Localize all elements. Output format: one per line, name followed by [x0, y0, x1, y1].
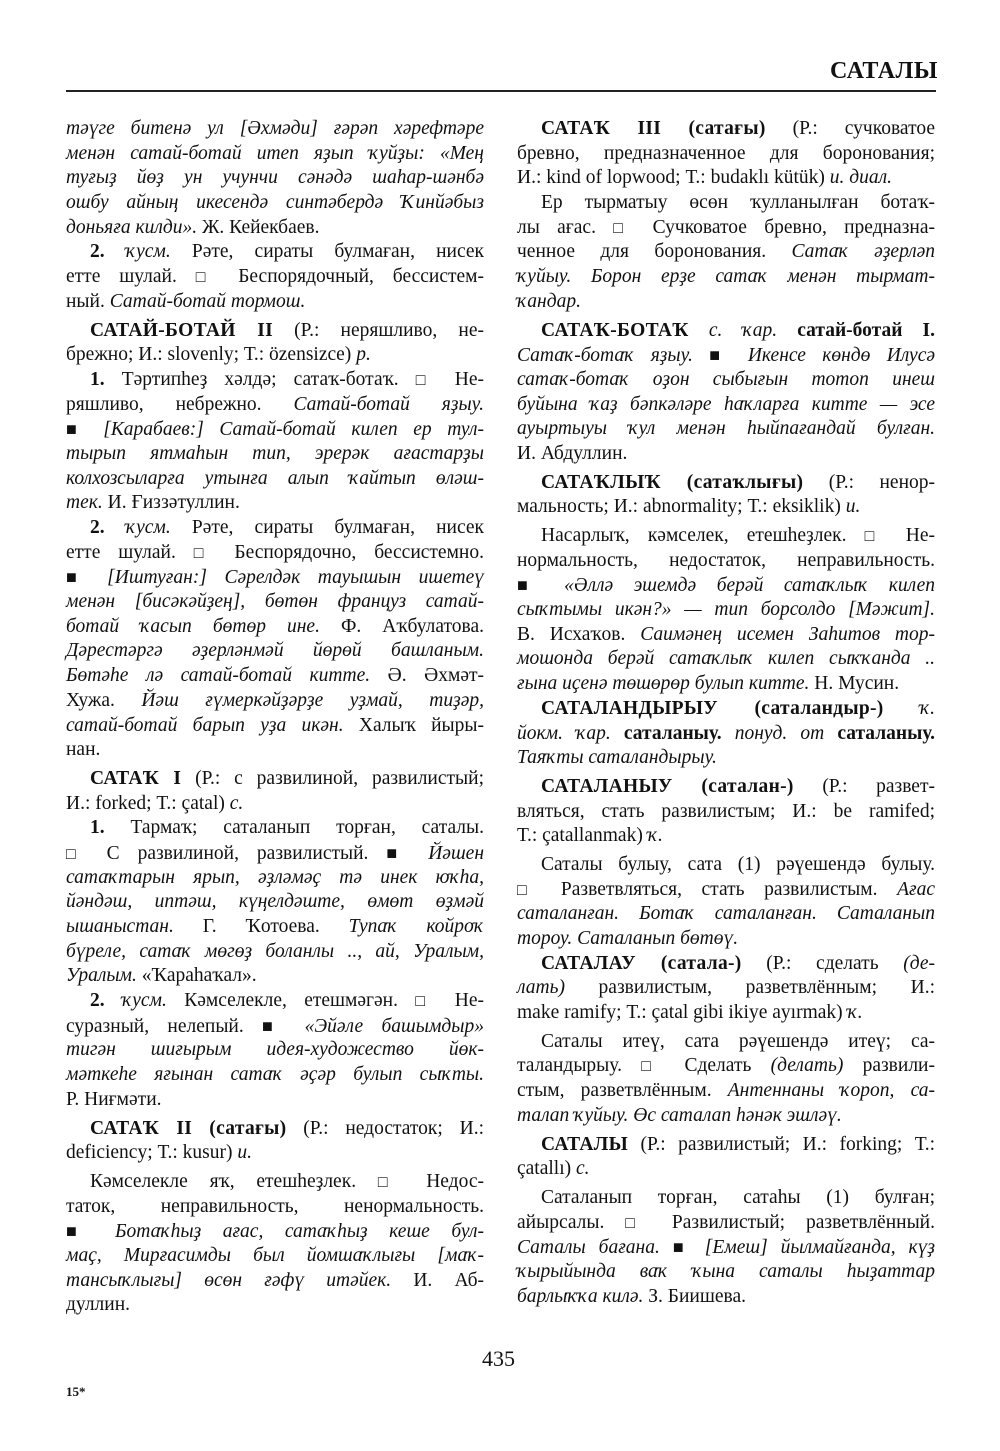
text-line: 1. Тәртипһеҙ хәлдә; сатаҡ-ботаҡ. □ Не- — [90, 368, 485, 390]
text-line: дуллин. — [66, 1294, 131, 1316]
text-line: САТАЛАУ (сатала-) (Р.: сделать (де- — [541, 952, 935, 974]
text-line: барлыҡҡа килә. З. Биишева. — [517, 1285, 746, 1307]
text-line: мәткеһе яғынан сатаҡ әҫәр булып сыҡты. — [66, 1064, 484, 1086]
text-line: ҡандар. — [517, 290, 581, 312]
text-line: Т.: çatallanmak) ҡ. — [517, 825, 663, 847]
text-line: тигән шиғырым идея-художество йөк- — [66, 1039, 484, 1061]
text-line: ■ [Иштуған:] Сәрелдәк тауышын ишетеү — [66, 567, 484, 589]
text-line: ҡуйыу. Борон ерҙе сатаҡ менән тырмат- — [517, 266, 935, 288]
text-line: стым, разветвлённым. Антеннаны ҡороп, са- — [517, 1080, 935, 1102]
text-line: Саталанып торған, сатаһы (1) булған; — [541, 1186, 935, 1208]
text-line: 2. ҡусм. Рәте, сираты булмаған, нисек — [90, 241, 485, 263]
text-line: сатаҡ-ботаҡ оҙон сыбығын тотоп инеш — [517, 368, 935, 390]
text-line: вляться, стать развилистым; И.: be ramifed; — [517, 800, 935, 822]
text-line: make ramify; Т.: çatal gibi ikiye ayırmak) ҡ. — [517, 1002, 863, 1024]
text-line: талап ҡуйыу. Өс саталап һәнәк эшләү. — [517, 1104, 842, 1126]
text-line: САТАЛАНЫУ (саталан-) (Р.: развет- — [541, 775, 935, 797]
text-line: тансыҡлығы] өсөн ғәфү итәйек. И. Аб- — [66, 1269, 485, 1291]
text-line: Дәрестәргә әҙерләнмәй йөрөй башланым. — [66, 640, 484, 662]
text-line: таток, неправильность, ненормальность. — [66, 1195, 484, 1217]
text-line: И. Абдуллин. — [517, 442, 628, 464]
text-line: САТАҠ III (сатағы) (Р.: сучковатое — [541, 118, 935, 139]
text-line: Насарлыҡ, кәмселек, етешһеҙлек. □ Не- — [541, 525, 935, 546]
running-head: САТАЛЫ — [830, 58, 938, 84]
text-line: ченное для боронования. Сатаҡ әҙерләп — [517, 241, 936, 263]
text-line: йокм. ҡар. саталаныу. понуд. от саталаныу. — [517, 722, 936, 744]
text-line: ■ Ботаҡһыҙ ағас, сатаҡһыҙ кеше бул- — [66, 1221, 484, 1243]
text-line: САТАҠ I (Р.: с развилиной, развилистый; — [90, 767, 484, 789]
text-line: саталанған. Ботаҡ саталанған. Саталанып — [517, 903, 935, 925]
text-line: колхозсыларға утынға алып ҡайтып өләш- — [66, 467, 484, 489]
text-line: В. Исхаҡов. Саимәнең исемен Заһитов тор- — [517, 623, 935, 645]
text-line: deficiency; Т.: kusur) и. — [66, 1142, 252, 1164]
text-line: САТАҠ-БОТАҠ с. ҡар. сатай-ботай I. — [541, 319, 936, 341]
text-line: сатай-ботай барып уҙа икән. Халыҡ йыры- — [66, 714, 484, 736]
text-line: менән [бисәкәйҙең], бөтөн француз сатай- — [66, 591, 484, 613]
text-line: САТАЛАНДЫРЫУ (саталандыр-) ҡ. — [541, 697, 935, 719]
text-line: Саталы итеү, сата рәүешендә итеү; са- — [541, 1030, 935, 1052]
text-line: Таяҡты саталандырыу. — [517, 747, 717, 769]
text-line: мошонда берәй сатаҡлыҡ килеп сыҡҡанда .. — [517, 648, 935, 670]
text-line: етте шулай. □ Беспорядочный, бессистем- — [66, 266, 484, 288]
text-line: лы ағас. □ Сучковатое бревно, предназна- — [517, 216, 935, 238]
text-line: нан. — [66, 739, 101, 761]
text-line: САТАЛЫ (Р.: развилистый; И.: forking; Т.: — [541, 1133, 935, 1155]
text-line: маҫ, Мирғасимды был йомшаҡлығы [маҡ- — [66, 1244, 484, 1266]
right-column — [517, 117, 935, 1309]
text-line: Саталы бағана. ■ [Емеш] йылмайғанда, күҙ — [517, 1237, 936, 1259]
text-line: çatallı) с. — [517, 1158, 590, 1180]
text-line: Ер тырматыу өсөн ҡулланылған ботаҡ- — [541, 192, 935, 214]
text-line: ҡырыйында ваҡ ҡына саталы һыҙаттар — [517, 1260, 935, 1282]
text-line: тәүге битенә ул [Әхмәди] ғәрәп хәрефтәре — [66, 118, 484, 139]
text-line: нормальность, недостаток, неправильность. — [517, 549, 935, 571]
text-line: ■ [Карабаев:] Сатай-ботай килеп ер тул- — [66, 419, 485, 441]
left-column — [66, 117, 484, 1318]
text-line: йәндәш, иптәш, күңелдәште, өмөт өҙмәй — [66, 891, 484, 913]
text-line: Бөтәһе лә сатай-ботай китте. Ә. Әхмәт- — [66, 665, 484, 687]
text-line: И.: kind of lopwood; Т.: budaklı kütük) и. диал. — [517, 167, 892, 189]
page-number: 435 — [482, 1346, 515, 1371]
text-line: 2. ҡусм. Кәмселекле, етешмәгән. □ Не- — [90, 990, 485, 1012]
text-line: бревно, предназначенное для боронования; — [517, 142, 935, 164]
text-line: ғына иҫенә төшөрөр булып китте. Н. Мусин. — [517, 673, 900, 695]
text-line: етте шулай. □ Беспорядочно, бессистемно. — [66, 541, 484, 563]
text-line: ■ «Әллә эшемдә берәй сатаҡлыҡ килеп — [517, 575, 935, 597]
text-line: буйына ҡаҙ бәпкәләре һаҡларға китте — эсе — [517, 393, 935, 415]
text-line: тек. И. Ғиззәтуллин. — [66, 492, 240, 514]
text-line: Саталы булыу, сата (1) рәүешендә булыу. — [541, 853, 935, 875]
text-line: ботай ҡасып бөтөр ине. Ф. Аҡбулатова. — [66, 615, 484, 637]
text-line: ошбу айның икесендә синтәбердә Ҡинйәбыз — [66, 192, 484, 214]
text-line: □ Разветвляться, стать развилистым. Ағас — [517, 878, 935, 900]
signature-mark: 15* — [66, 1384, 86, 1399]
text-line: Хужа. Йәш ғүмеркәйҙәрҙе уҙмай, тиҙәр, — [66, 689, 484, 711]
header-rule — [66, 90, 936, 92]
text-line: ряшливо, небрежно. Сатай-ботай яҙыу. — [66, 393, 484, 415]
text-line: сатаҡтарын ярып, әҙләмәҫ тә инек юҡһа, — [66, 866, 484, 888]
text-line: тороу. Саталанып бөтөү. — [517, 928, 739, 949]
text-line: Кәмселекле яҡ, етешһеҙлек. □ Недос- — [90, 1170, 484, 1192]
text-line: 1. Тармаҡ; саталанып торған, саталы. — [90, 817, 484, 839]
text-line: 2. ҡусм. Рәте, сираты булмаған, нисек — [90, 517, 485, 538]
text-line: САТАҠЛЫҠ (сатаҡлығы) (Р.: ненор- — [541, 471, 935, 493]
text-line: брежно; И.: slovenly; Т.: özensizce) р. — [66, 344, 371, 366]
text-line: суразный, нелепый. ■ «Эйәле башымдыр» — [66, 1015, 484, 1037]
text-line: САТАҠ II (сатағы) (Р.: недостаток; И.: — [90, 1117, 484, 1139]
text-line: ышаныстан. Г. Ҡотоева. Тупаҡ койроҡ — [66, 916, 484, 937]
text-line: менән сатай-ботай итеп яҙып ҡуйҙы: «Мең — [66, 142, 484, 164]
text-line: туғыҙ йөҙ ун учунчи сәнәдә шаһар-шәнбә — [66, 167, 484, 189]
text-line: ный. Сатай-ботай тормош. — [66, 290, 306, 312]
text-line: Уралым. «Ҡараһаҡал». — [66, 965, 257, 987]
text-line: □ С развилиной, развилистый. ■ Йәшен — [66, 842, 484, 864]
text-line: Р. Ниғмәти. — [66, 1088, 162, 1110]
text-line: ауыртыуы ҡул менән һыйпағандай булған. — [517, 418, 935, 440]
text-line: лать) развилистым, разветвлённым; И.: — [517, 977, 935, 999]
text-line: доньяға килди». Ж. Кейекбаев. — [66, 216, 320, 238]
text-line: бүреле, сатаҡ мөгөҙ боланлы .., ай, Уралым, — [66, 940, 484, 962]
text-line: САТАЙ-БОТАЙ II (Р.: неряшливо, не- — [90, 319, 484, 341]
text-line: И.: forked; Т.: çatal) с. — [66, 792, 244, 814]
text-line: сыҡтымы икән?» — тип борсолдо [Мәжит]. — [517, 599, 935, 621]
text-line: мальность; И.: abnormality; Т.: eksiklik) и. — [517, 496, 861, 518]
text-line: таландырыу. □ Сделать (делать) развили- — [517, 1055, 935, 1077]
text-line: айырсалы. □ Развилистый; разветвлённый. — [517, 1211, 935, 1233]
text-line: Сатаҡ-ботаҡ яҙыу. ■ Икенсе көндө Илусә — [517, 345, 936, 367]
text-line: тырып ятмаһын тип, эрерәк ағастарҙы — [66, 442, 484, 464]
